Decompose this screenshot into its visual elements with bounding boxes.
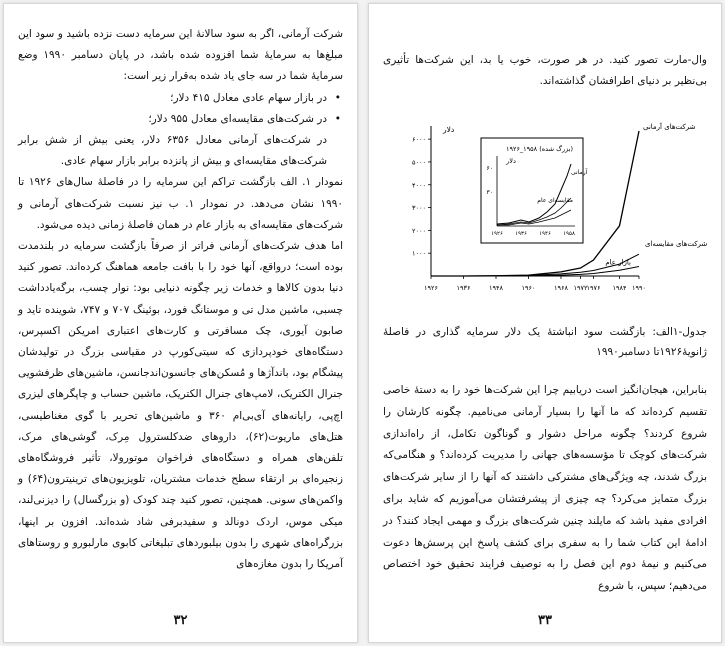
bullet-stock-market: • در بازار سهام عادی معادل ۴۱۵ دلار؛	[18, 88, 343, 109]
x-axis-ticks	[424, 276, 646, 292]
left-page-text	[18, 24, 343, 575]
right-page-body: بنابراین، هیجان‌انگیز است دریابیم چرا این شرکت‌ها خود را به دستهٔ خاصی تقسیم کرده‌اند که ما آنها را بسیار آرمانی می‌نامیم. چگونه کارشان را شروع کردند؟ چگونه مراحل دشوار و گوناگون تکامل، از راه‌اندازی شرکت‌های کوچک تا مؤسسه‌های جهانی را مدیریت کرده‌اند؟ و هنگامی‌که بزرگ شدند، چه ویژگی‌های مشترکی داشتند که آنها را از سایر شرکت‌های بزرگ متمایز می‌کرد؟ چه چیزی از پیشرفتشان می‌آموزیم که شاید برای افرادی مفید باشد که مایلند چنین شرکت‌های بزرگ و مهمی ایجاد کنند؟ در ادامهٔ این کتاب شما را به سفری برای کشف پاسخ این پرسش‌ها دعوت می‌کنیم و نیمهٔ دوم این فصل را به توصیف فرایند تحقیق خود اختصاص می‌دهیم؛ سپس، با شروع	[383, 384, 707, 593]
left-paragraph-chart-reference: نمودار ۱. الف بازگشت تراکم این سرمایه را در فاصلهٔ سال‌های ۱۹۲۶ تا ۱۹۹۰ نشان می‌دهد. در نمودار ۱. ب نیز نسبت شرکت‌های آرمانی و شرکت‌های مقایسه‌ای به بازار عام در همان فاصلهٔ زمانی دیده می‌شود.	[18, 176, 344, 231]
right-page-number: ۳۳	[538, 613, 552, 628]
left-paragraph-products: اما هدف شرکت‌های آرمانی فراتر از صرفاً بازگشت سرمایه در بلندمدت بوده است؛ درواقع، آنها خود را با بافت جامعه هماهنگ کرده‌اند. تصور کنید دنیا بدون کالاها و خدمات زیر چگونه دنیایی بود: نوار چسب، برگه‌یادداشت چسبی، ماشین مدل تی و موستانگ فورد، بوئینگ ۷۰۷ و ۷۴۷، شوینده تاید و صابون آیوری، چک مسافرتی و کارت‌های اعتباری امریکن اکسپرس، دستگاه‌های خودپردازی که سیتی‌کورپ در مقیاسی بزرگ در تولیدشان پیشگام بود، باندآژها و مُسکن‌های جانسون‌اندجانسن، ماشین‌های ظرفشویی جنرال الکتریک، لامپ‌های جنرال الکتریک، ماشین حساب و چاپگرهای لیزری اچ‌پی، رایانه‌های آی‌بی‌ام ۳۶۰ و ماشین‌های تحریر با گوی مغناطیسی، هتل‌های ماریوت(۶۲)، داروهای ضدکلسترول مِرک، گوشی‌های مرک، تلفن‌های همراه و دستگاه‌های فراخوان موتورولا، تأثیر فروشگاه‌های زنجیره‌ای بر ارتقاء سطح خدمات مشتریان، تلویزیون‌های ترینیترون(۶۴) و واکمن‌های سونی. همچنین، تصور کنید چند کودک (و بزرگسال) را دیزنی‌لند، میکی موس، اردک دونالد و سفیدبرفی شاد شده‌اند. افزون بر اینها، بزرگراه‌های شهری را بدون بیلبوردهای تبلیغاتی کابوی مارلبورو و روستاهای آمریکا را بدون مغازه‌های	[18, 240, 344, 571]
y-tick-label: ۳۰۰۰	[412, 204, 426, 213]
left-paragraph-intro: شرکت آرمانی، اگر به سود سالانهٔ این سرمایه دست نزده باشید و سود این مبلغ‌ها به سرمایهٔ شما افزوده شده باشد، در پایان دسامبر ۱۹۹۰ وضع سرمایهٔ شما در سه جای یاد شده به‌قرار زیر است:	[18, 28, 343, 83]
left-paragraph-visionary-value: در شرکت‌های آرمانی معادل ۶۳۵۶ دلار، یعنی بیش از شش برابر شرکت‌های مقایسه‌ای و بیش از پانزده برابر بازار سهام عادی.	[18, 134, 327, 168]
inset-x-tick: ۱۹۵۸	[563, 231, 575, 237]
x-tick-label: ۱۹۸۴	[612, 284, 627, 292]
x-tick-label: ۱۹۶۸	[554, 284, 568, 292]
inset-y-tick: ۶۰	[486, 165, 493, 172]
inset-title: ۱۹۲۶_۱۹۵۸ (بزرگ شده)	[505, 145, 573, 153]
y-tick-label: ۵۰۰۰	[412, 158, 426, 167]
bullet-comparison-companies: • در شرکت‌های مقایسه‌ای معادل ۹۵۵ دلار؛	[18, 109, 343, 130]
x-tick-label: ۱۹۶۰	[521, 284, 536, 292]
inset-x-tick: ۱۹۴۶	[539, 231, 551, 237]
x-tick-label: ۱۹۴۸	[489, 284, 503, 292]
inset-frame	[481, 138, 583, 243]
left-page-number: ۳۲	[173, 613, 188, 628]
y-axis-ticks	[412, 136, 431, 258]
inset-y-tick: ۳۰	[486, 189, 493, 196]
inset-series-label-comparison: مقایسه‌ای عام	[537, 197, 573, 204]
inset-x-tick: ۱۹۳۶	[515, 231, 527, 237]
figure-caption: جدول-۱الف: بازگشت سود انباشتهٔ یک دلار سرمایه گذاری در فاصلهٔ ژانویهٔ۱۹۲۶تا دسامبر۱۹۹۰	[383, 326, 707, 358]
inset-y-label: دلار	[506, 157, 516, 165]
y-tick-label: ۶۰۰۰	[412, 135, 426, 144]
right-book-page	[368, 3, 722, 643]
series-label: شرکت‌های مقایسه‌ای	[645, 240, 708, 249]
inset-series-label-visionary: آرمانی	[571, 169, 588, 176]
series-label: شرکت‌های آرمانی	[643, 123, 696, 132]
x-tick-label: ۱۹۳۶	[456, 284, 471, 292]
y-axis-label: دلار	[443, 125, 455, 134]
x-tick-label: ۱۹۷۶	[586, 284, 601, 292]
inset-chart	[481, 138, 588, 243]
right-page-intro: وال-مارت تصور کنید. در هر صورت، خوب یا بد، این شرکت‌ها تأثیری بی‌نظیر بر دنیای اطرافشان گذاشته‌اند.	[383, 54, 707, 88]
cumulative-return-chart	[389, 116, 709, 306]
x-tick-label: ۱۹۹۰	[632, 284, 646, 292]
y-tick-label: ۱۰۰۰	[412, 249, 426, 258]
chart-series-labels	[605, 122, 707, 267]
x-tick-label: ۱۹۷۲	[573, 284, 588, 292]
y-tick-label: ۴۰۰۰	[412, 181, 426, 190]
series-label: بازار عام	[605, 258, 631, 267]
inset-x-tick: ۱۹۲۶	[491, 231, 503, 237]
x-tick-label: ۱۹۲۶	[424, 284, 438, 292]
left-book-page	[3, 3, 358, 643]
y-tick-label: ۲۰۰۰	[412, 226, 426, 235]
